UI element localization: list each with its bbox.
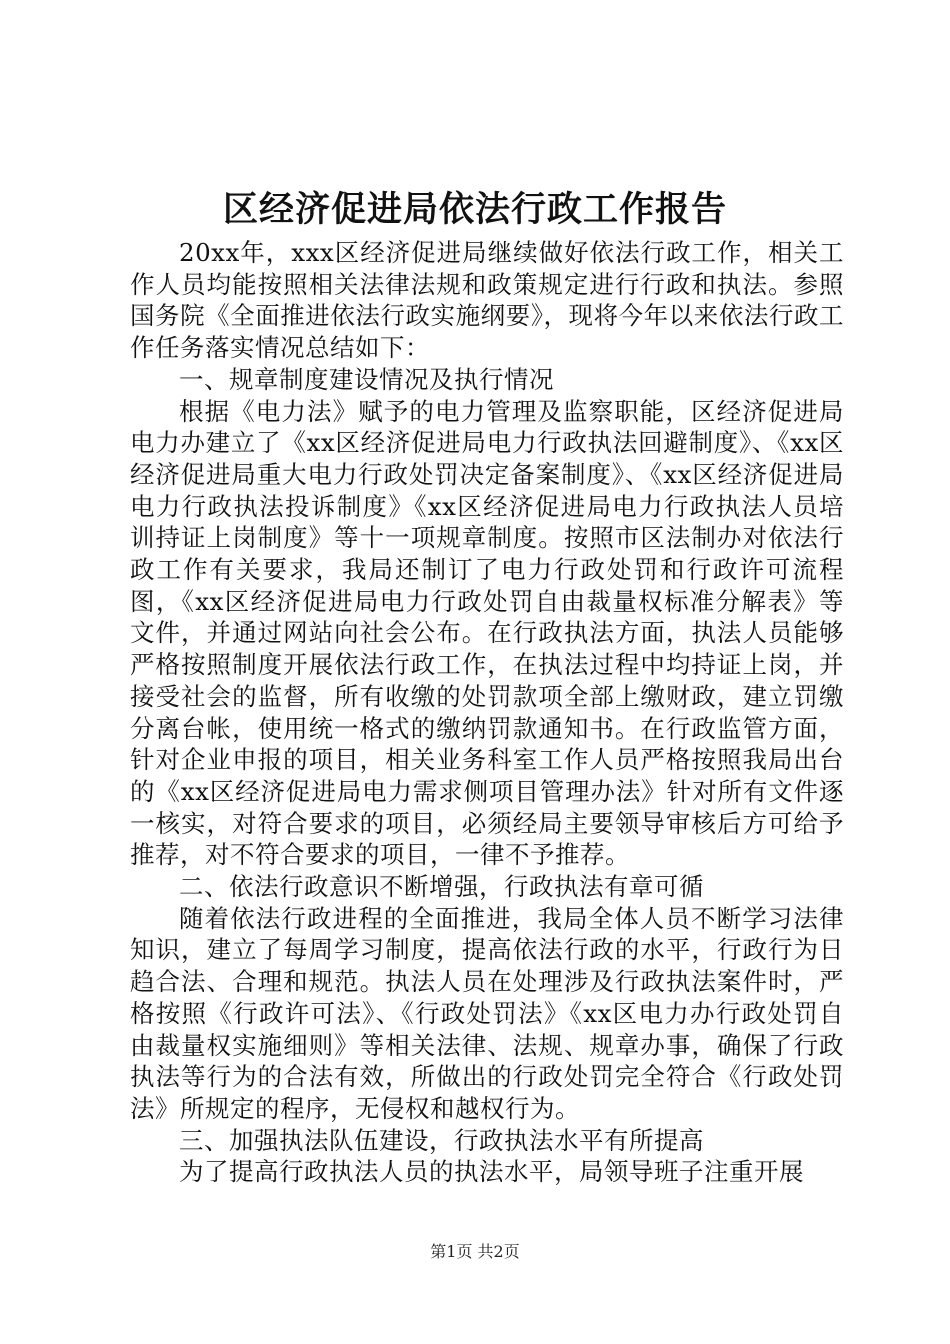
document-body: [130, 237, 844, 1188]
document-title: 区经济促进局依法行政工作报告: [222, 189, 727, 230]
page-footer: 第1页 共2页: [430, 1242, 520, 1261]
section-heading-1: 一、规章制度建设情况及执行情况: [179, 364, 554, 394]
intro-paragraph: 20xx年，xxx区经济促进局继续做好依法行政工作，相关工作人员均能按照相关法律法规和政策规定进行行政和执法。参照国务院《全面推进依法行政实施纲要》，现将今年以来依法行政工作任务落实情况总结如下：: [130, 238, 844, 363]
section-heading-2: 二、依法行政意识不断增强，行政执法有章可循: [179, 872, 704, 902]
section-paragraph-2: 随着依法行政进程的全面推进，我局全体人员不断学习法律知识，建立了每周学习制度，提高依法行政的水平，行政行为日趋合法、合理和规范。执法人员在处理涉及行政执法案件时，严格按照《行政许可法》、《行政处罚法》《xx区电力办行政处罚自由裁量权实施细则》等相关法律、法规、规章办事，确保了行政执法等行为的合法有效，所做出的行政处罚完全符合《行政处罚法》所规定的程序，无侵权和越权行为。: [130, 903, 844, 1123]
section-paragraph-3: 为了提高行政执法人员的执法水平，局领导班子注重开展: [179, 1157, 804, 1187]
section-heading-3: 三、加强执法队伍建设，行政执法水平有所提高: [179, 1125, 704, 1155]
section-paragraph-1: 根据《电力法》赋予的电力管理及监察职能，区经济促进局电力办建立了《xx区经济促进局电力行政执法回避制度》、《xx区经济促进局重大电力行政处罚决定备案制度》、《xx区经济促进局电力行政执法投诉制度》《xx区经济促进局电力行政执法人员培训持证上岗制度》等十一项规章制度。按照市区法制办对依法行政工作有关要求，我局还制订了电力行政处罚和行政许可流程图，《xx区经济促进局电力行政处罚自由裁量权标准分解表》等文件，并通过网站向社会公布。在行政执法方面，执法人员能够严格按照制度开展依法行政工作，在执法过程中均持证上岗，并接受社会的监督，所有收缴的处罚款项全部上缴财政，建立罚缴分离台帐，使用统一格式的缴纳罚款通知书。在行政监管方面，针对企业申报的项目，相关业务科室工作人员严格按照我局出台的《xx区经济促进局电力需求侧项目管理办法》针对所有文件逐一核实，对符合要求的项目，必须经局主要领导审核后方可给予推荐，对不符合要求的项目，一律不予推荐。: [130, 396, 844, 870]
